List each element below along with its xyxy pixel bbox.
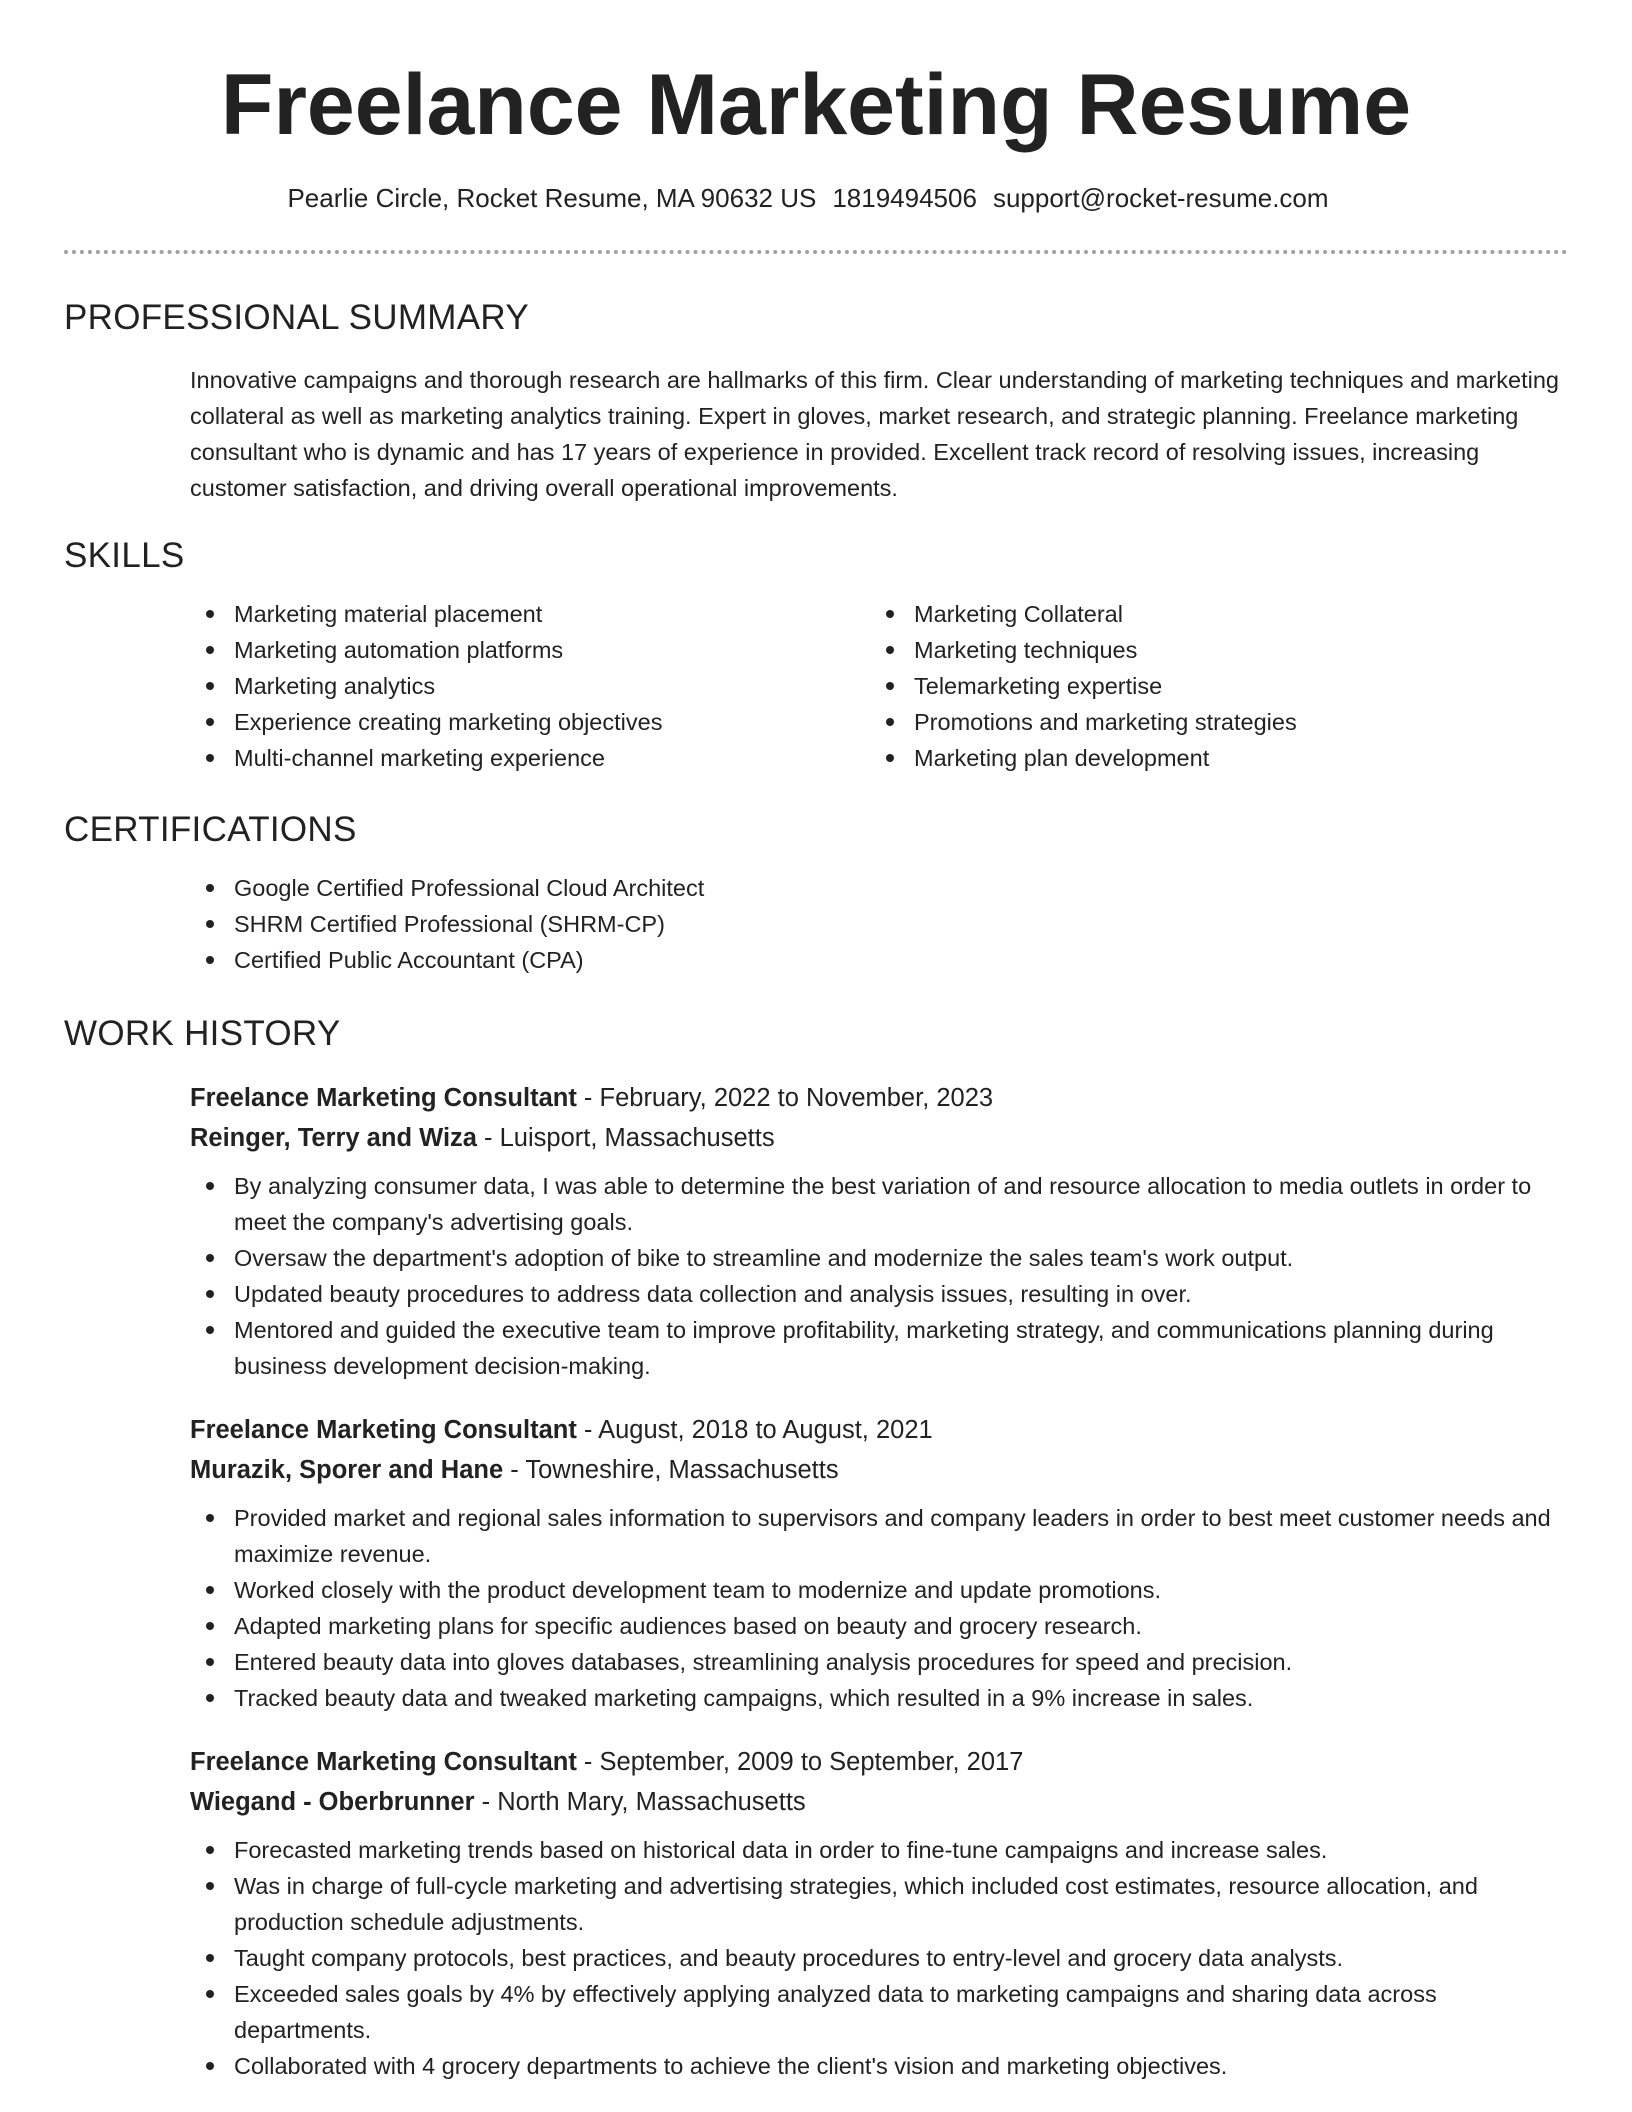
skills-list-left: [190, 596, 870, 776]
summary-heading: PROFESSIONAL SUMMARY: [64, 298, 529, 337]
job-entry: [190, 1078, 1568, 1384]
summary-body: [190, 362, 1568, 506]
job-title-line: [190, 1078, 1568, 1118]
job-duty: Adapted marketing plans for specific audiences based on beauty and grocery research.: [190, 1608, 1568, 1644]
job-dates: - September, 2009 to September, 2017: [576, 1748, 1024, 1776]
skill-item: Telemarketing expertise: [870, 668, 1550, 704]
skills-heading: SKILLS: [64, 536, 185, 575]
job-duties-list: [190, 1832, 1568, 2084]
job-duty: Mentored and guided the executive team to improve profitability, marketing strategy, and communications planning during business development decision-making.: [190, 1312, 1568, 1384]
certification-item: SHRM Certified Professional (SHRM-CP): [190, 906, 1568, 942]
job-duty: Forecasted marketing trends based on historical data in order to fine-tune campaigns and increase sales.: [190, 1832, 1568, 1868]
certification-item: Google Certified Professional Cloud Architect: [190, 870, 1568, 906]
job-dates: - February, 2022 to November, 2023: [576, 1084, 994, 1112]
job-duty: Worked closely with the product development team to modernize and update promotions.: [190, 1572, 1568, 1608]
job-duty: Taught company protocols, best practices, and beauty procedures to entry-level and grocery data analysts.: [190, 1940, 1568, 1976]
certifications-body: [190, 870, 1568, 978]
skills-list-right: [870, 596, 1550, 776]
summary-text: Innovative campaigns and thorough research are hallmarks of this firm. Clear understanding of marketing techniques and marketing collateral as well as marketing analytics training. Expert in gloves, market research, and strategic planning. Freelance marketing consultant who is dynamic and has 17 years of experience in provided. Excellent track record of resolving issues, increasing customer satisfaction, and driving overall operational improvements.: [190, 367, 1559, 501]
job-location: - Towneshire, Massachusetts: [503, 1456, 839, 1484]
job-title-line: [190, 1410, 1568, 1450]
job-role: Freelance Marketing Consultant: [190, 1748, 577, 1776]
job-company-line: [190, 1118, 1568, 1158]
certifications-section: [64, 808, 1568, 978]
certifications-list: [190, 870, 1568, 978]
skill-item: Promotions and marketing strategies: [870, 704, 1550, 740]
job-entry: [190, 1742, 1568, 2084]
job-duty: Oversaw the department's adoption of bike to streamline and modernize the sales team's work output.: [190, 1240, 1568, 1276]
job-entry: [190, 1410, 1568, 1716]
job-company: Reinger, Terry and Wiza: [190, 1124, 477, 1152]
job-duty: Updated beauty procedures to address data collection and analysis issues, resulting in over.: [190, 1276, 1568, 1312]
job-duties-list: [190, 1168, 1568, 1384]
job-dates: - August, 2018 to August, 2021: [576, 1416, 933, 1444]
contact-email[interactable]: support@rocket-resume.com: [992, 183, 1329, 213]
work-history-body: [190, 1078, 1568, 2084]
contact-phone: 1819494506: [832, 183, 977, 213]
skill-item: Marketing analytics: [190, 668, 870, 704]
job-company-line: [190, 1450, 1568, 1490]
job-role: Freelance Marketing Consultant: [190, 1084, 577, 1112]
skill-item: Marketing plan development: [870, 740, 1550, 776]
job-company-line: [190, 1782, 1568, 1822]
job-duties-list: [190, 1500, 1568, 1716]
job-duty: Was in charge of full-cycle marketing and advertising strategies, which included cost estimates, resource allocation, and production schedule adjustments.: [190, 1868, 1568, 1940]
summary-section: [64, 296, 1568, 506]
job-duty: Exceeded sales goals by 4% by effectively applying analyzed data to marketing campaigns and sharing data across departments.: [190, 1976, 1568, 2048]
job-duty: By analyzing consumer data, I was able to determine the best variation of and resource allocation to media outlets in order to meet the company's advertising goals.: [190, 1168, 1568, 1240]
resume-title: Freelance Marketing Resume: [220, 57, 1412, 153]
skill-item: Marketing techniques: [870, 632, 1550, 668]
skill-item: Marketing automation platforms: [190, 632, 870, 668]
skill-item: Marketing material placement: [190, 596, 870, 632]
skill-item: Experience creating marketing objectives: [190, 704, 870, 740]
job-duty: Tracked beauty data and tweaked marketing campaigns, which resulted in a 9% increase in sales.: [190, 1680, 1568, 1716]
contact-line: [0, 180, 1616, 216]
job-role: Freelance Marketing Consultant: [190, 1416, 577, 1444]
skill-item: Marketing Collateral: [870, 596, 1550, 632]
job-location: - Luisport, Massachusetts: [476, 1124, 775, 1152]
job-duty: Entered beauty data into gloves databases, streamlining analysis procedures for speed and precision.: [190, 1644, 1568, 1680]
certifications-heading: CERTIFICATIONS: [64, 810, 357, 849]
work-history-heading: WORK HISTORY: [64, 1014, 341, 1053]
job-company: Wiegand - Oberbrunner: [190, 1788, 475, 1816]
skills-section: [64, 534, 1568, 776]
skills-columns: [190, 596, 1568, 776]
header-divider: [64, 250, 1568, 254]
skill-item: Multi-channel marketing experience: [190, 740, 870, 776]
job-location: - North Mary, Massachusetts: [474, 1788, 806, 1816]
job-duty: Collaborated with 4 grocery departments to achieve the client's vision and marketing objectives.: [190, 2048, 1568, 2084]
certification-item: Certified Public Accountant (CPA): [190, 942, 1568, 978]
job-title-line: [190, 1742, 1568, 1782]
contact-address: Pearlie Circle, Rocket Resume, MA 90632 US: [287, 183, 817, 213]
job-duty: Provided market and regional sales information to supervisors and company leaders in order to best meet customer needs and maximize revenue.: [190, 1500, 1568, 1572]
work-history-section: [64, 1012, 1568, 2110]
job-company: Murazik, Sporer and Hane: [190, 1456, 504, 1484]
